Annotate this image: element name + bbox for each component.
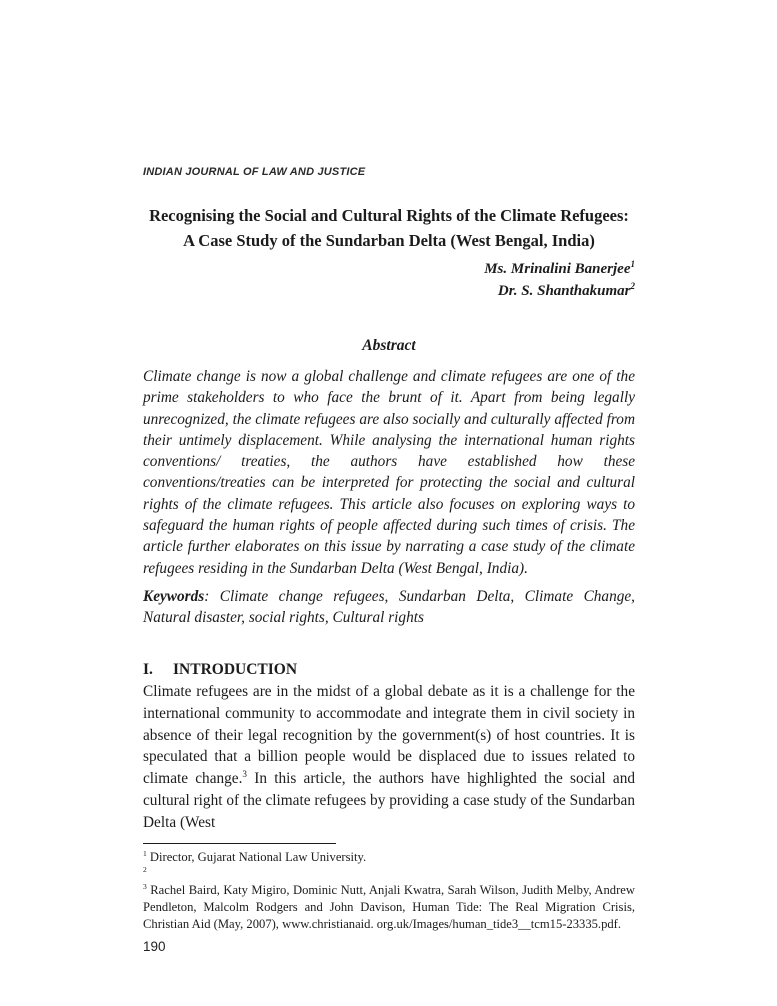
section-title: INTRODUCTION [173, 660, 298, 678]
intro-text: Climate refugees are in the midst of a global debate as it is a challenge for the international community to accommodate and integrate them in civil society in absence of their legal recognition by the government(s) of host countries. It is speculated that a billion people would be displaced due to issues related to climate change. [143, 682, 635, 788]
article-title-line-2: A Case Study of the Sundarban Delta (West Bengal, India) [183, 231, 595, 250]
page-number: 190 [143, 938, 166, 954]
journal-header: INDIAN JOURNAL OF LAW AND JUSTICE [143, 166, 366, 178]
intro-footnote-ref-3: 3 [242, 769, 247, 780]
author-line-1 [143, 258, 635, 280]
footnote-marker-3: 3 [143, 881, 147, 891]
footnote-1 [143, 849, 635, 866]
footnote-marker-1: 1 [143, 848, 147, 858]
intro-paragraph [143, 681, 635, 834]
keywords-label: Keywords [143, 587, 205, 605]
article-title-line-1: Recognising the Social and Cultural Rights of the Climate Refugees: [149, 206, 629, 225]
page-content [143, 166, 635, 956]
section-heading-introduction [143, 659, 635, 681]
author-footnote-ref-1: 1 [630, 259, 635, 269]
keywords-text: : Climate change refugees, Sundarban Delta, Climate Change, Natural disaster, social rights, Cultural rights [143, 587, 635, 627]
footnotes-block [143, 849, 635, 933]
author-block [143, 258, 635, 302]
section-number: I. [143, 660, 153, 678]
footnote-3 [143, 882, 635, 932]
intro-text-continued: In this article, the authors have highlighted the social and cultural right of the climate refugees by providing a case study of the Sundarban Delta (West [143, 770, 636, 831]
author-line-2 [143, 280, 635, 302]
author-footnote-ref-2: 2 [630, 281, 635, 291]
footnote-separator [143, 843, 336, 844]
article-title [143, 203, 635, 253]
footnote-marker-2: 2 [143, 865, 147, 875]
author-name-2: Dr. S. Shanthakumar [497, 283, 631, 299]
footnote-text-1: Director, Gujarat National Law University. [146, 849, 367, 864]
keywords-paragraph [143, 586, 635, 629]
footnote-text-3: Rachel Baird, Katy Migiro, Dominic Nutt, Anjali Kwatra, Sarah Wilson, Judith Melby, Andrew Pendleton, Malcolm Rodgers and John Davison, Human Tide: The Real Migration Crisis, Christian Aid (May, 2007), www.christianaid. org.uk/Images/human_tide3__tcm15-23335.pdf. [143, 883, 635, 931]
footnote-2 [143, 865, 635, 882]
abstract-body: Climate change is now a global challenge and climate refugees are one of the prime stakeholders to who face the brunt of it. Apart from being legally unrecognized, the climate refugees are also socially and culturally affected from their untimely displacement. While analysing the international human rights conventions/ treaties, the authors have established how these conventions/treaties can be interpreted for protecting the social and cultural rights of the climate refugees. This article also focuses on exploring ways to safeguard the human rights of people affected during such times of crisis. The article further elaborates on this issue by narrating a case study of the climate refugees residing in the Sundarban Delta (West Bengal, India). [143, 368, 635, 577]
author-name-1: Ms. Mrinalini Banerjee [484, 261, 631, 277]
abstract-heading: Abstract [362, 337, 416, 354]
